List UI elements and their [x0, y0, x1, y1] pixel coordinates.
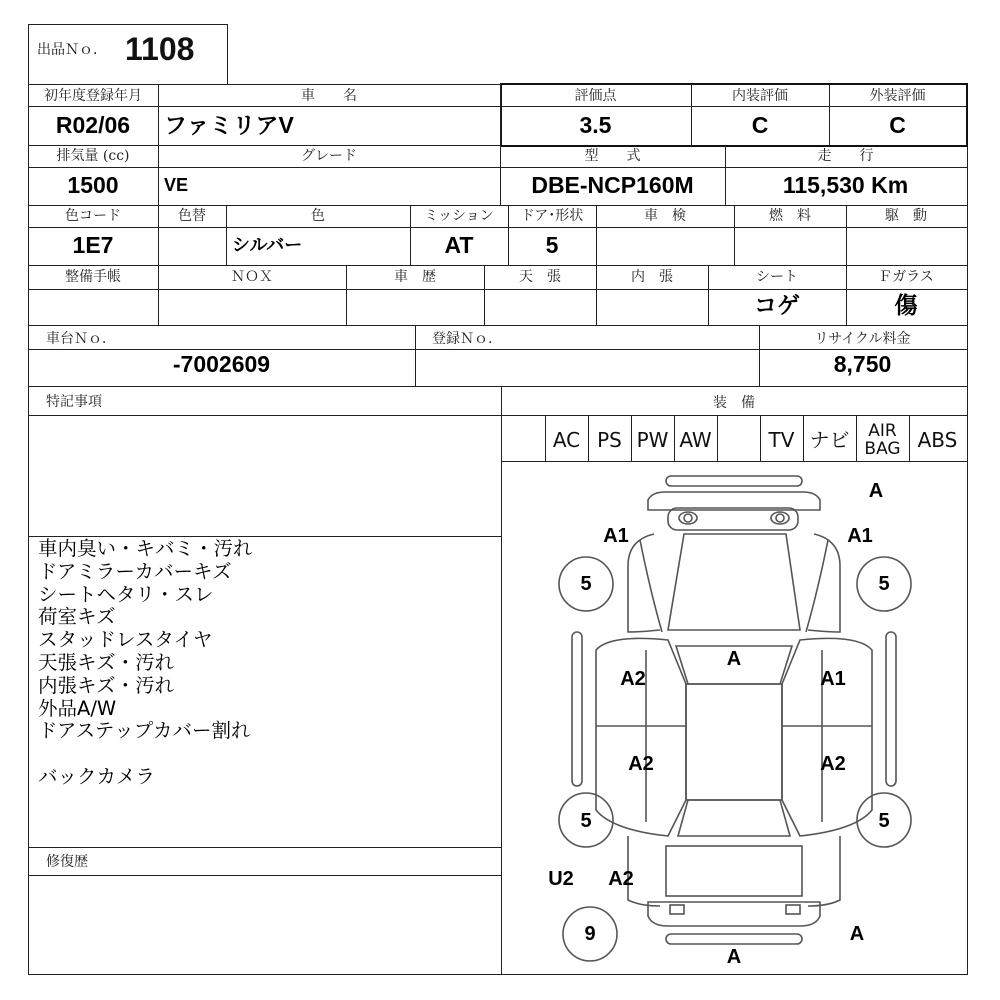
color-label: 色	[311, 208, 325, 224]
front-bumper-shape	[666, 476, 802, 486]
equip-ps: PS	[597, 428, 622, 452]
mark-left-front-door: A2	[620, 668, 646, 690]
mark-rear-left-a: A2	[608, 868, 634, 890]
trunk-shape	[666, 846, 802, 896]
grade-label: グレード	[301, 148, 357, 164]
remark-line: 外品A/W	[38, 696, 117, 720]
remark-line: 荷室キズ	[38, 605, 116, 629]
rear-window-shape	[678, 800, 790, 836]
remark-line: 内張キズ・汚れ	[38, 673, 175, 697]
score-value: 3.5	[579, 112, 612, 138]
mark-front-left-tire: 5	[580, 573, 592, 595]
maint-label: 整備手帳	[65, 269, 121, 285]
model-label: 型 式	[584, 148, 641, 164]
mark-front-right-fender: A1	[847, 525, 873, 547]
score-label: 評価点	[574, 88, 617, 104]
door-value: 5	[545, 232, 559, 258]
remark-line: スタッドレスタイヤ	[38, 628, 213, 652]
mark-rear-bumper-right: A	[849, 923, 865, 945]
displacement-label: 排気量 (cc)	[56, 148, 130, 164]
right-fender-shape	[808, 534, 840, 632]
recycle-label: リサイクル料金	[814, 331, 911, 347]
remarks-label: 特記事項	[46, 394, 102, 410]
color-change-label: 色替	[178, 208, 206, 224]
mark-rear-left-tire: 5	[580, 810, 592, 832]
left-side-strip	[572, 632, 582, 786]
history-label: 車 歴	[394, 269, 436, 285]
displacement-value: 1500	[67, 172, 119, 198]
mileage-value: 115,530 Km	[782, 172, 909, 198]
repair-label: 修復歴	[46, 854, 88, 870]
lot-number: 1108	[125, 31, 195, 67]
rear-bumper-shape	[666, 934, 802, 944]
recycle-value: 8,750	[833, 351, 892, 377]
roof-shape	[686, 684, 782, 800]
color-code-value: 1E7	[72, 232, 114, 258]
mission-value: AT	[444, 232, 474, 258]
mark-right-rear-door: A2	[820, 753, 846, 775]
mark-rear-bumper: A	[726, 946, 742, 968]
equipment-label: 装 備	[713, 395, 755, 411]
mark-rear-left-u: U2	[548, 868, 574, 890]
model-value: DBE-NCP160M	[531, 172, 694, 198]
left-fender-shape	[628, 534, 660, 632]
mark-rear-right-tire: 5	[878, 810, 890, 832]
fuel-label: 燃 料	[769, 208, 811, 224]
mission-label: ミッション	[424, 208, 494, 224]
car-name-value: ファミリアV	[164, 112, 294, 138]
first-reg-label: 初年度登録年月	[44, 88, 142, 104]
seat-label: シート	[756, 269, 798, 285]
lot-label: 出品Ｎｏ．	[37, 42, 107, 58]
exterior-score-label: 外装評価	[869, 88, 926, 104]
fglass-label: Ｆガラス	[878, 269, 934, 285]
interior-score-label: 内装評価	[732, 88, 788, 104]
interior-trim-label: 内 張	[631, 269, 673, 285]
nox-label: ＮＯＸ	[231, 269, 273, 285]
equip-ac: AC	[552, 428, 581, 452]
fglass-value: 傷	[894, 292, 918, 318]
equip-navi: ナビ	[809, 428, 850, 452]
mileage-label: 走 行	[817, 148, 874, 164]
exterior-score-value: C	[889, 112, 906, 138]
grade-value: VE	[164, 175, 189, 195]
chassis-label: 車台Ｎｏ．	[46, 331, 116, 347]
ceiling-label: 天 張	[519, 269, 561, 285]
equip-aw: AW	[679, 428, 712, 452]
interior-score-value: C	[751, 112, 769, 138]
mark-right-front-door: A1	[820, 668, 846, 690]
remark-line: バックカメラ	[38, 764, 156, 788]
inspection-label: 車 検	[644, 208, 686, 224]
equip-pw: PW	[636, 428, 669, 452]
equip-airbag: AIR BAG	[864, 421, 901, 459]
reg-no-label: 登録Ｎｏ．	[432, 331, 502, 347]
first-reg-value: R02/06	[55, 112, 131, 138]
equip-abs: ABS	[917, 428, 958, 452]
mark-front-bumper: A	[868, 480, 884, 502]
remark-line: ドアミラーカバーキズ	[38, 559, 232, 583]
remark-line: シートヘタリ・スレ	[38, 582, 214, 606]
mark-left-rear-door: A2	[628, 753, 654, 775]
remark-line: ドアステップカバー割れ	[38, 719, 251, 743]
car-name-label: 車 名	[301, 88, 357, 104]
bonnet-shape	[668, 534, 800, 630]
seat-value: コゲ	[754, 292, 800, 318]
mark-front-left-fender: A1	[603, 525, 629, 547]
color-value: シルバー	[232, 235, 303, 255]
mark-roof: A	[726, 648, 742, 670]
drive-label: 駆 動	[885, 208, 927, 224]
mark-front-right-tire: 5	[878, 573, 890, 595]
equip-tv: TV	[768, 428, 795, 452]
chassis-value: -7002609	[172, 351, 271, 377]
remark-line: 車内臭い・キバミ・汚れ	[38, 537, 253, 560]
remark-line: 天張キズ・汚れ	[38, 650, 175, 674]
right-side-strip	[886, 632, 896, 786]
color-code-label: 色コード	[65, 208, 121, 224]
mark-spare-tire: 9	[584, 923, 596, 945]
door-label: ドア･形状	[520, 208, 584, 224]
